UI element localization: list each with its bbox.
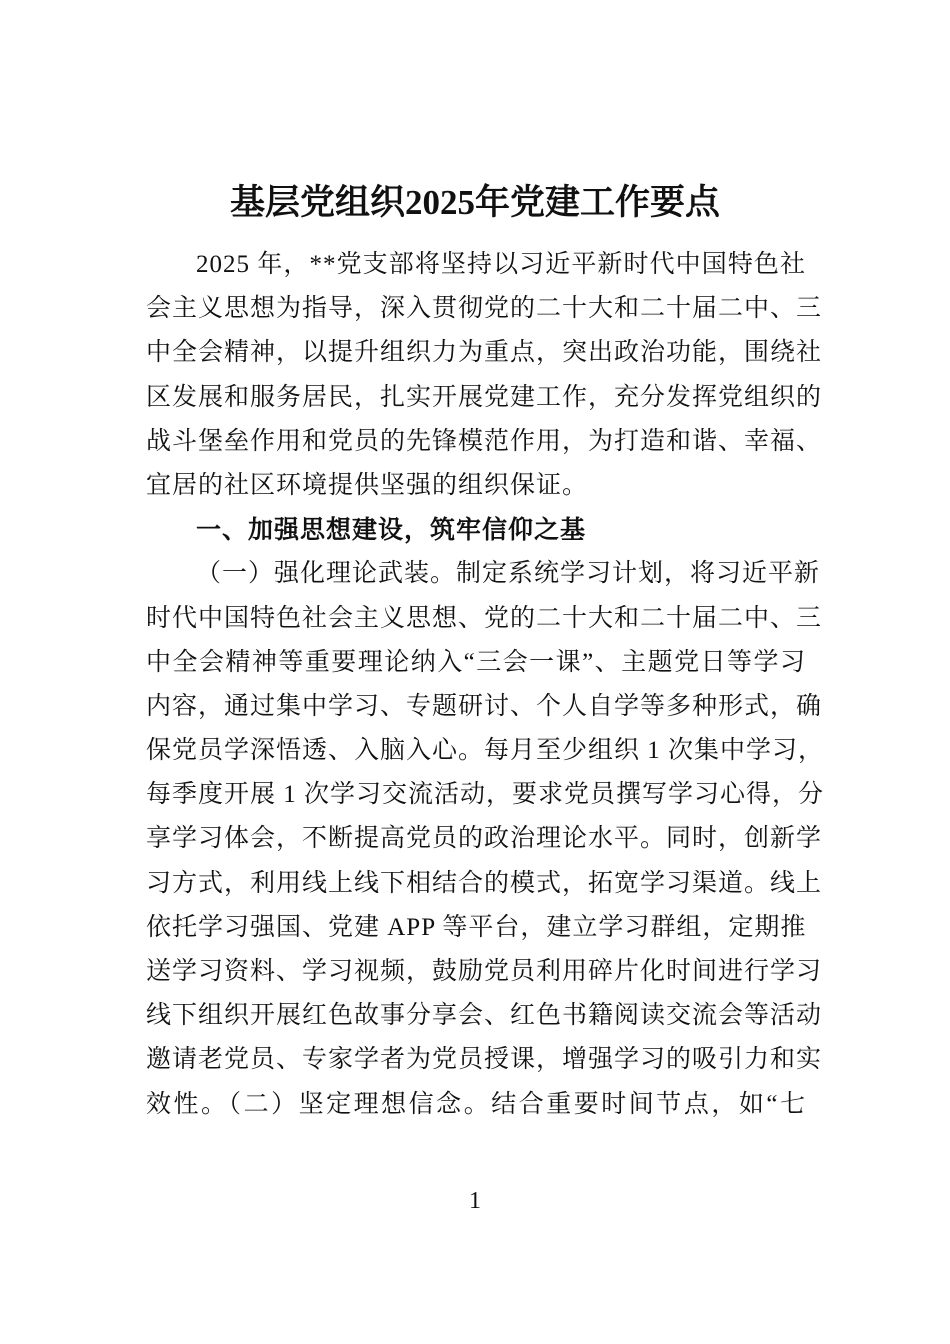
text-line: 依托学习强国、党建 APP 等平台，建立学习群组，定期推 — [146, 913, 807, 941]
text-line: 宜居的社区环境提供坚强的组织保证。 — [146, 471, 589, 499]
text-line: 线下组织开展红色故事分享会、红色书籍阅读交流会等活动 — [146, 1002, 823, 1030]
section-heading: 一、加强思想建设，筑牢信仰之基 — [196, 515, 587, 545]
text-line: 中全会精神，以提升组织力为重点，突出政治功能，围绕社 — [146, 339, 823, 367]
document-title: 基层党组织2025年党建工作要点 — [229, 183, 720, 222]
intro-paragraph — [146, 243, 823, 508]
document-body — [146, 243, 825, 1127]
section-paragraph — [146, 552, 825, 1126]
text-line: 时代中国特色社会主义思想、党的二十大和二十届二中、三 — [146, 604, 823, 632]
text-line: 会主义思想为指导，深入贯彻党的二十大和二十届二中、三 — [146, 295, 823, 323]
text-line: 邀请老党员、专家学者为党员授课，增强学习的吸引力和实 — [146, 1046, 823, 1074]
text-line: 区发展和服务居民，扎实开展党建工作，充分发挥党组织的 — [146, 383, 823, 411]
text-line: 保党员学深悟透、入脑入心。每月至少组织 1 次集中学习， — [146, 737, 825, 765]
text-line: 中全会精神等重要理论纳入“三会一课”、主题党日等学习 — [146, 648, 806, 676]
text-line: 2025 年，**党支部将坚持以习近平新时代中国特色社 — [196, 251, 806, 278]
text-line: （一）强化理论武装。制定系统学习计划，将习近平新 — [196, 560, 821, 588]
page-number: 1 — [469, 1188, 481, 1214]
text-line: 内容，通过集中学习、专题研讨、个人自学等多种形式，确 — [146, 692, 823, 720]
text-line: 享学习体会，不断提高党员的政治理论水平。同时，创新学 — [146, 825, 823, 853]
text-line: 习方式，利用线上线下相结合的模式，拓宽学习渠道。线上 — [146, 869, 823, 897]
text-line: 每季度开展 1 次学习交流活动，要求党员撰写学习心得，分 — [146, 781, 825, 809]
text-line: 效性。（二）坚定理想信念。结合重要时间节点，如“七 — [146, 1090, 806, 1118]
text-line: 战斗堡垒作用和党员的先锋模范作用，为打造和谐、幸福、 — [146, 427, 823, 455]
text-line: 送学习资料、学习视频，鼓励党员利用碎片化时间进行学习 — [146, 958, 823, 985]
